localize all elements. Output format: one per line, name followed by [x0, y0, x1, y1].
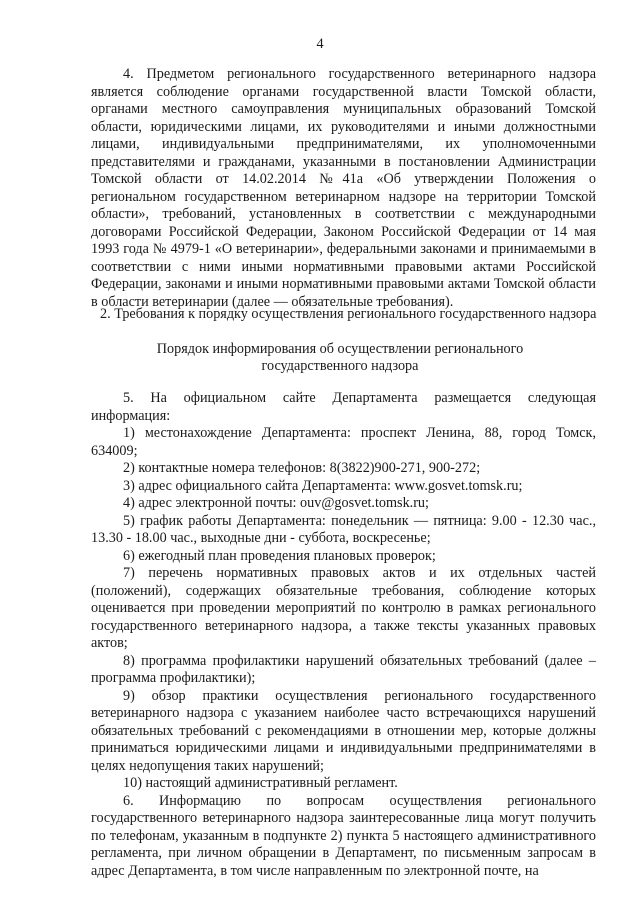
subheading-line-1: Порядок информирования об осуществлении регионального	[156, 341, 524, 357]
list-item-6: 6) ежегодный план проведения плановых проверок;	[123, 547, 436, 564]
section-2-heading: 2. Требования к порядку осуществления регионального государственного надзора	[100, 306, 597, 322]
subheading-line-2: государственного надзора	[261, 358, 419, 374]
list-item-10: 10) настоящий административный регламент.	[123, 775, 398, 791]
list-item-9: 9) обзор практики осуществления регионального государственного ветеринарного надзора с указанием наиболее часто встречающихся нарушений обязательных требований с рекомендациями в отношении мер, которые должны приниматься юридическими лицами и индивидуальными предпринимателями в целях недопущения таких нарушений;	[91, 687, 596, 774]
list-item-7: 7) перечень нормативных правовых актов и их отдельных частей (положений), содержащих обязательные требования, соблюдение которых оценивается при проведении мероприятий по контролю в рамках регионального государственного ветеринарного надзора, а также тексты указанных правовых актов;	[91, 565, 596, 651]
list-item-5: 5) график работы Департамента: понедельник — пятница: 9.00 - 12.30 час., 13.30 - 18.00 час., выходные дни - суббота, воскресенье;	[91, 512, 596, 546]
list-item-8: 8) программа профилактики нарушений обязательных требований (далее – программа профилактики);	[91, 652, 596, 686]
paragraph-4: 4. Предметом регионального государственного ветеринарного надзора является соблюдение органами государственной власти Томской области, органами местного самоуправления муниципальных образований Томской области, юридическими лицами, их руководителями и иными должностными лицами, индивидуальными предпринимателями, их уполномоченными представителями и гражданами, указанными в постановлении Администрации Томской области от 14.02.2014 №41а «Об утверждении Положения о региональном государственном ветеринарном надзоре на территории Томской области», требований, установленных в соответствии с международными договорами Российской Федерации, Законом Российской Федерации от 14 мая 1993 года № 4979-1 «О ветеринарии», федеральными законами и принимаемыми в соответствии с ними иными нормативными правовыми актами Российской Федерации, законами и иными нормативными правовыми актами Томской области в области ветеринарии (далее — обязательные требования).	[91, 66, 596, 310]
paragraph-5-intro: 5. На официальном сайте Департамента размещается следующая информация:	[91, 390, 596, 424]
list-item-2: 2) контактные номера телефонов: 8(3822)900-271, 900-272;	[123, 460, 481, 476]
paragraph-4-block	[91, 66, 596, 311]
page-number: 4	[316, 36, 324, 52]
list-item-4: 4) адрес электронной почты: ouv@gosvet.tomsk.ru;	[123, 495, 429, 511]
paragraph-6: 6. Информацию по вопросам осуществления регионального государственного ветеринарного надзора заинтересованные лица могут получить по телефонам, указанным в подпункте 2) пункта 5 настоящего административного регламента, при личном обращении в Департамент, по письменным запросам в адрес Департамента, в том числе направленным по электронной почте, на	[91, 792, 596, 879]
list-item-3: 3) адрес официального сайта Департамента: www.gosvet.tomsk.ru;	[123, 477, 523, 494]
paragraph-5-block	[91, 390, 596, 880]
list-item-1: 1) местонахождение Департамента: проспект Ленина, 88, город Томск, 634009;	[91, 425, 596, 459]
